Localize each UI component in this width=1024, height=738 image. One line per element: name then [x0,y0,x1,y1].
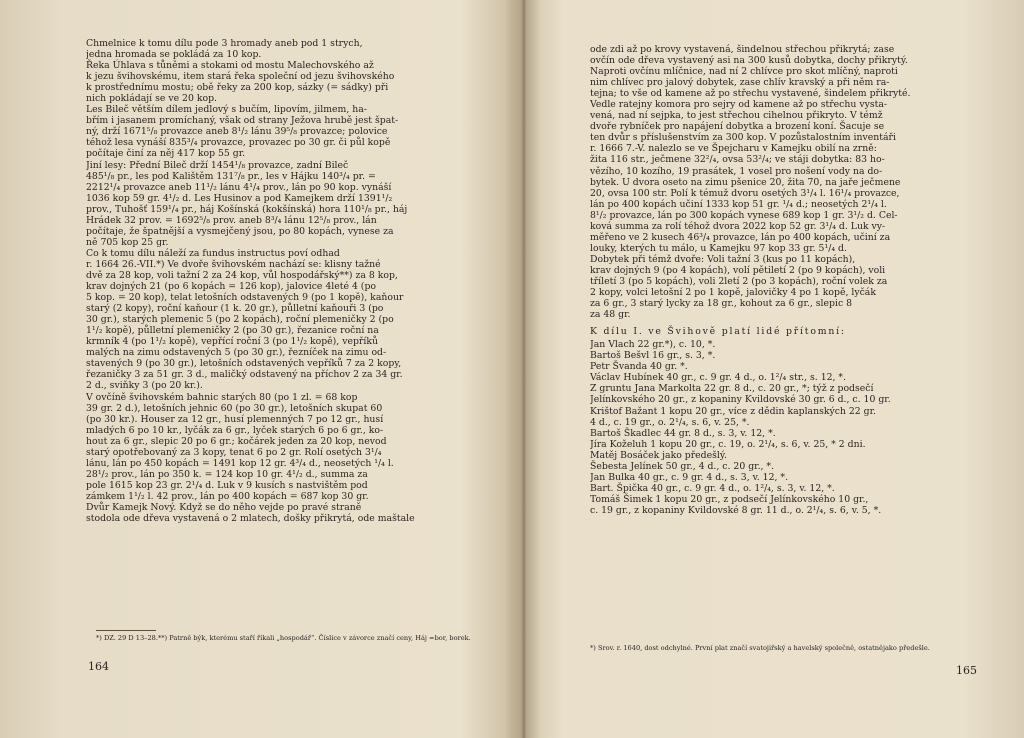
text-line: ode zdi až po krovy vystavená, šindelnou střechou přikrytá; zase [590,44,895,55]
text-line: 2212¹/₄ provazce aneb 11¹/₂ lánu 4¹/₄ prov., lán po 90 kop. vynáší [86,181,392,193]
text-line: břím i jasanem promíchaný, však od strany Ježova hrubě jest špat- [86,115,399,127]
person-entry: Petr Švanda 40 gr. *. [590,361,688,373]
text-line: za 6 gr., 3 starý lycky za 18 gr., kohout za 6 gr., slepic 8 [590,298,853,310]
text-line: krmník 4 (po 1¹/₂ kopě), vepřící roční 3 (po 1¹/₂ kopě), vepříků [86,336,378,348]
person-entry: Bart. Špička 40 gr., c. 9 gr. 4 d., o. 1²/₄, s. 3, v. 12, *. [590,482,835,494]
text-line: lán po 400 kopách učiní 1333 kop 51 gr. ¹/₄ d.; neosetých 2¹/₄ l. [590,198,887,210]
text-line: jedna hromada se pokládá za 10 kop. [86,49,262,61]
text-line: ně 705 kop 25 gr. [86,236,169,248]
text-line: ková summa za rolí téhož dvora 2022 kop 52 gr. 3¹/₄ d. Luk vy- [590,220,886,232]
person-entry: Jan Vlach 22 gr.*), c. 10, *. [590,339,716,351]
text-line: starý (2 kopy), roční kaňour (1 k. 20 gr.), půlletní kaňouři 3 (po [86,303,384,315]
text-line: (po 30 kr.). Houser za 12 gr., husí plemenných 7 po 12 gr., husí [86,413,384,425]
text-line: k prostřednímu mostu; obě řeky za 200 kop, sázky (= sádky) při [86,82,389,94]
person-entry: Jíra Koželuh 1 kopu 20 gr., c. 19, o. 2¹/₄, s. 6, v. 25, * 2 dni. [590,438,866,450]
text-line: tříletí 3 (po 5 kopách), voli 2letí 2 (po 3 kopách), roční volek za [590,275,888,287]
text-line: vená, nad ní sejpka, to jest střechou cihelnou přikryto. V témž [590,110,883,122]
text-line: žita 116 str., ječmene 32²/₄, ovsa 53²/₄; ve stáji dobytka: 83 ho- [590,154,885,166]
right-page [590,44,978,704]
text-line: prov., Tuhošť 159¹/₄ pr., háj Košínská (kokšínská) hora 110¹/₈ pr., háj [86,203,408,215]
text-line: r. 1666 7.-V. nalezlo se ve Špejcharu v Kamejku obilí na zrně: [590,143,877,155]
text-line: nim chlívec pro jalový dobytek, zase chlív kravský a při něm ra- [590,77,890,89]
person-entry: Václav Hubínek 40 gr., c. 9 gr. 4 d., o. 1²/₄ str., s. 12, *. [590,372,847,384]
person-entry: Jan Bulka 40 gr., c. 9 gr. 4 d., s. 3, v. 12, *. [590,471,789,483]
person-entry: Tomáš Šimek 1 kopu 20 gr., z podsečí Jelínkovského 10 gr., [590,493,869,505]
text-line: bytek. U dvora oseto na zimu pšenice 20, žita 70, na jaře ječmene [590,176,901,188]
text-line: 20, ovsa 100 str. Polí k témuž dvoru osetých 3¹/₄ l. 16¹/₄ provazce, [590,187,900,199]
text-line: Dvůr Kamejk Nový. Když se do něho vejde po pravé straně [86,501,362,513]
text-line: měřeno ve 2 kusech 46³/₄ provazce, lán po 400 kopách, učiní za [590,231,891,243]
left-footnotes [96,634,486,642]
text-line: 5 kop. = 20 kop), telat letošních odstavených 9 (po 1 kopě), kaňour [86,292,404,304]
text-line: pole 1615 kop 23 gr. 2¹/₄ d. Luk v 9 kusích s nastvištěm pod [86,479,368,491]
text-line: 2 kopy, volci letošní 2 po 1 kopě, jalovičky 4 po 1 kopě, lyčák [590,287,876,299]
right-footnotes [590,644,980,652]
text-line: Co k tomu dílu náleží za fundus instructus poví odhad [86,247,340,259]
text-line: vězího, 10 kozího, 19 prasátek, 1 vosel pro nošení vody na do- [590,165,883,177]
left-page-number: 164 [88,660,109,673]
text-line: 485¹/₈ pr., les pod Kalištěm 131⁷/₈ pr., les v Hájku 140³/₄ pr. = [86,170,376,182]
text-line: nich pokládají se ve 20 kop. [86,93,217,105]
text-line: ten dvůr s příslušenstvím za 300 kop. V pozůstalostním inventáři [590,132,896,144]
book-gutter [505,0,541,738]
text-line: dvoře rybníček pro napájení dobytka a brození koní. Šacuje se [590,121,885,133]
text-line: lánu, lán po 450 kopách = 1491 kop 12 gr. 4³/₄ d., neosetých ¹/₄ l. [86,457,394,469]
text-line: tejna; to vše od kamene až po střechu vystavené, šindelem přikryté. [590,88,911,100]
text-line: r. 1664 26.-VII.*) Ve dvoře švihovském nachází se: klisny tažné [86,258,381,270]
text-line: k jezu švihovskému, item stará řeka společní od jezu švihovského [86,71,395,83]
person-entry: 4 d., c. 19 gr., o. 2¹/₄, s. 6, v. 25, *. [590,416,750,428]
text-line: 1¹/₂ kopě), půlletní plemeničky 2 (po 30 gr.), řezanice roční na [86,325,379,337]
person-entry: Jelínkovského 20 gr., z kopaniny Kvildovské 30 gr. 6 d., c. 10 gr. [590,394,891,406]
text-line: dvě za 28 kop, voli tažní 2 za 24 kop, vůl hospodářský**) za 8 kop, [86,269,398,281]
text-line: hout za 6 gr., slepic 20 po 6 gr.; kočárek jeden za 20 kop, nevod [86,435,387,447]
text-line: Jiní lesy: Přední Bileč drží 1454¹/₈ provazce, zadní Bileč [86,159,349,171]
text-line: krav dojných 9 (po 4 kopách), volí pětiletí 2 (po 9 kopách), voli [590,264,886,276]
text-line: 28¹/₂ prov., lán po 350 k. = 124 kop 10 gr. 4¹/₂ d., summa za [86,468,368,480]
footnote-line: jako předešle. [882,644,930,652]
text-line: počítaje, že špatnější a vysmejčený jsou, po 80 kopách, vynese za [86,225,394,237]
text-line: Hrádek 32 prov. = 1692⁵/₈ prov. aneb 8³/₄ lánu 12⁵/₈ prov., lán [86,214,377,226]
text-line: V ovčíně švihovském bahnic starých 80 (po 1 zl. = 68 kop [86,391,358,403]
footnote-line: *) DZ. 29 D 13–28. [96,634,158,642]
text-line: starý opotřebovaný za 3 kopy, tenat 6 po 2 gr. Rolí osetých 3¹/₄ [86,446,382,458]
person-entry: Bartoš Škadlec 44 gr. 8 d., s. 3, v. 12, *. [590,427,776,439]
footnote-line: **) Patrně býk, kterému staří říkali „hospodář“. Číslice v závorce značí ceny, Háj = [157,634,435,642]
person-entry: Šebesta Jelínek 50 gr., 4 d., c. 20 gr., *. [590,460,775,472]
text-line: téhož lesa vynáší 835³/₄ provazce, provazec po 30 gr. či půl kopě [86,137,391,149]
text-line: malých na zimu odstavených 5 (po 30 gr.), řezníček na zimu od- [86,347,387,359]
text-line: řezaničky 3 za 51 gr. 3 d., maličký odstavený na příchov 2 za 34 gr. [86,369,403,381]
text-line: 2 d., sviňky 3 (po 20 kr.). [86,380,203,392]
text-line: Vedle ratejny komora pro sejry od kamene až po střechu vysta- [590,99,888,111]
text-line: Naproti ovčínu mlíčnice, nad ní 2 chlívce pro skot mlíčný, naproti [590,66,898,78]
left-page [86,38,476,698]
person-entry: Matěj Bosáček jako předešlý. [590,449,727,461]
text-line: ný, drží 1671⁵/₈ provazce aneb 8¹/₂ lánu 39⁵/₈ provazce; polovice [86,126,388,138]
person-entry: Z gruntu Jana Markolta 22 gr. 8 d., c. 20 gr., *; týž z podsečí [590,383,874,395]
person-entry: Krištof Bažant 1 kopu 20 gr., více z dědin kaplanských 22 gr. [590,405,876,417]
text-line: za 48 gr. [590,309,631,321]
section-heading: K dílu I. ve Švihově platí lidé přítomní: [590,326,846,338]
text-line: stavených 9 (po 30 gr.), letošních odstavených vepříků 7 za 2 kopy, [86,358,402,370]
text-line: louky, kterých tu málo, u Kamejku 97 kop 33 gr. 5¹/₄ d. [590,242,847,254]
text-line: 1036 kop 59 gr. 4¹/₂ d. Les Husinov a pod Kamejkem drží 1391¹/₂ [86,192,393,204]
text-line: 8¹/₂ provazce, lán po 300 kopách vynese 689 kop 1 gr. 3¹/₂ d. Cel- [590,209,898,221]
footnote-line: *) Srov. r. 1640, dost odchylné. První plat značí svatojiřský a havelský společně, ostatně [590,644,883,652]
text-line: ovčín ode dřeva vystavený asi na 300 kusů dobytka, dochy přikrytý. [590,55,908,67]
text-line: počítaje činí za něj 417 kop 55 gr. [86,148,246,160]
text-line: 39 gr. 2 d.), letošních jehnic 60 (po 30 gr.), letošních skupat 60 [86,402,383,414]
text-line: mladých 6 po 10 kr., lyčák za 6 gr., lyček starých 6 po 6 gr., ko- [86,424,384,436]
text-line: Les Bileč větším dílem jedlový s bučím, lipovím, jilmem, ha- [86,104,367,116]
footnote-rule [96,630,156,631]
right-page-number: 165 [956,664,977,677]
text-line: 30 gr.), starých plemenic 5 (po 2 kopách), roční plemeničky 2 (po [86,314,394,326]
text-line: Chmelnice k tomu dílu pode 3 hromady aneb pod 1 strych, [86,38,363,49]
footnote-line: bor, borek. [434,634,471,642]
person-entry: c. 19 gr., z kopaniny Kvildovské 8 gr. 11 d., o. 2¹/₄, s. 6, v. 5, *. [590,504,882,516]
text-line: Dobytek při témž dvoře: Voli tažní 3 (kus po 11 kopách), [590,253,856,265]
text-line: stodola ode dřeva vystavená o 2 mlatech, došky přikrytá, ode maštale [86,513,415,525]
text-line: krav dojných 21 (po 6 kopách = 126 kop), jalovice 4leté 4 (po [86,281,376,293]
text-line: zámkem 1¹/₂ l. 42 prov., lán po 400 kopách = 687 kop 30 gr. [86,490,369,502]
text-line: Řeka Úhlava s tůněmi a stokami od mostu Malechovského až [86,60,374,72]
person-entry: Bartoš Bešvl 16 gr., s. 3, *. [590,350,716,362]
